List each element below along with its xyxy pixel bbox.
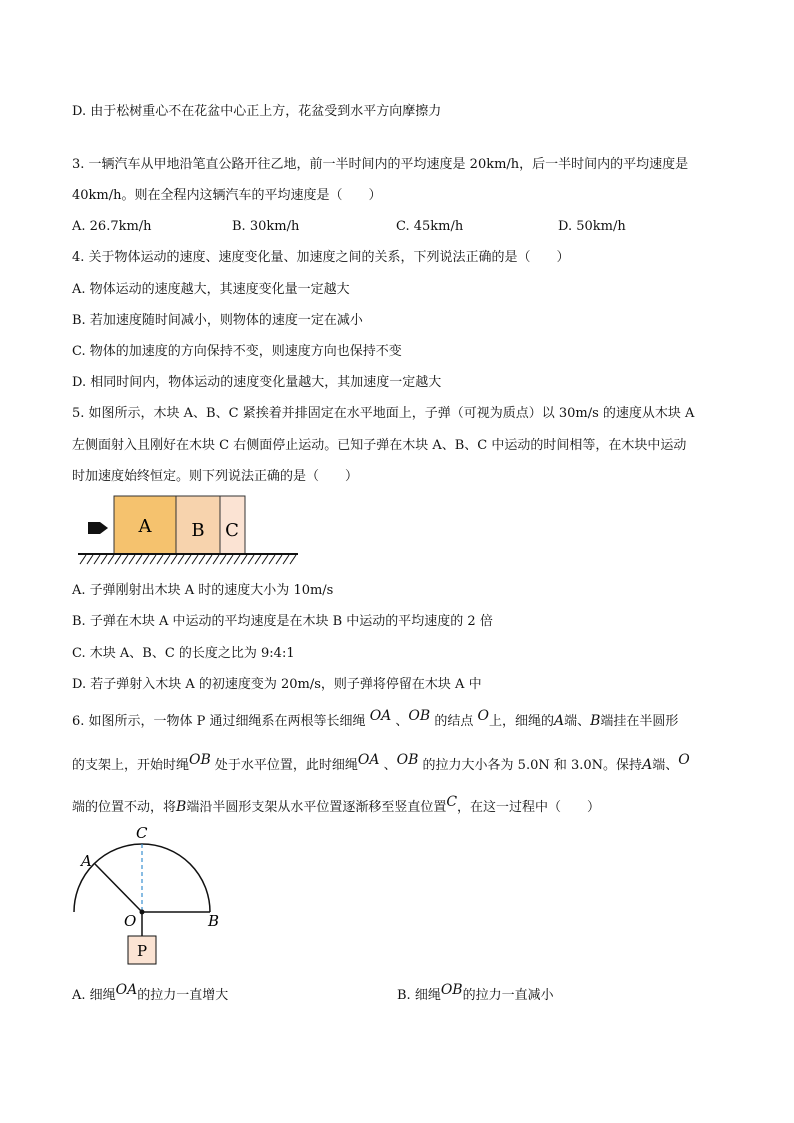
q6-option-a: A. 细绳OA的拉力一直增大 — [72, 982, 229, 1003]
hatch-mark — [248, 555, 254, 564]
hatch-mark — [178, 555, 184, 564]
hatch-mark — [87, 555, 93, 564]
hatch-mark — [269, 555, 275, 564]
hatch-mark — [227, 555, 233, 564]
q5-stem-line2: 左侧面射入且刚好在木块 C 右侧面停止运动。已知子弹在木块 A、B、C 中运动的时间相等，在木块中运动 — [72, 438, 687, 453]
q5-option-c: C. 木块 A、B、C 的长度之比为 9:4:1 — [72, 646, 295, 661]
hatch-mark — [220, 555, 226, 564]
q5-stem-line3: 时加速度始终恒定。则下列说法正确的是（ ） — [72, 469, 359, 484]
hatch-mark — [283, 555, 289, 564]
q4-option-b: B. 若加速度随时间减小，则物体的速度一定在减小 — [72, 313, 363, 328]
hatch-mark — [213, 555, 219, 564]
label-p: P — [136, 942, 148, 960]
hatch-mark — [101, 555, 107, 564]
q5-blocks-figure — [76, 492, 302, 574]
q6-stem-line2: 的支架上，开始时绳OB 处于水平位置，此时细绳OA 、OB 的拉力大小各为 5.0N 和 3.0N。保持A端、O — [72, 752, 690, 773]
q3-option-c: C. 45km/h — [396, 219, 464, 234]
hatch-mark — [185, 555, 191, 564]
hatch-mark — [94, 555, 100, 564]
q3-option-d: D. 50km/h — [558, 219, 626, 234]
q3-stem-line1: 3. 一辆汽车从甲地沿笔直公路开往乙地，前一半时间内的平均速度是 20km/h，后一半时间内的平均速度是 — [72, 157, 689, 172]
label-b: B — [208, 912, 220, 930]
q6-stem-line3: 端的位置不动，将B端沿半圆形支架从水平位置逐渐移至竖直位置C，在这一过程中（ ） — [72, 794, 601, 815]
hatch-mark — [199, 555, 205, 564]
block-c-label: C — [225, 520, 239, 541]
q5-option-a: A. 子弹刚射出木块 A 时的速度大小为 10m/s — [72, 583, 334, 598]
q2-option-d: D. 由于松树重心不在花盆中心正上方，花盆受到水平方向摩擦力 — [72, 104, 442, 119]
hatch-mark — [150, 555, 156, 564]
hatch-mark — [290, 555, 296, 564]
q4-option-c: C. 物体的加速度的方向保持不变，则速度方向也保持不变 — [72, 344, 402, 359]
q6-semicircle-figure — [62, 818, 232, 968]
hatch-mark — [122, 555, 128, 564]
q4-option-a: A. 物体运动的速度越大，其速度变化量一定越大 — [72, 282, 350, 297]
q3-stem-line2: 40km/h。则在全程内这辆汽车的平均速度是（ ） — [72, 188, 382, 203]
hatch-mark — [241, 555, 247, 564]
block-b-label: B — [191, 520, 205, 541]
q3-option-a: A. 26.7km/h — [72, 219, 152, 234]
bullet-icon — [88, 522, 108, 534]
rope-oa — [95, 864, 142, 912]
q6-option-b: B. 细绳OB的拉力一直减小 — [397, 982, 554, 1003]
label-o: O — [124, 912, 137, 930]
hatch-mark — [136, 555, 142, 564]
hatch-mark — [157, 555, 163, 564]
hatch-mark — [262, 555, 268, 564]
label-a: A — [81, 852, 92, 870]
hatch-mark — [255, 555, 261, 564]
block-a-label: A — [138, 516, 152, 537]
hatch-mark — [206, 555, 212, 564]
q4-stem: 4. 关于物体运动的速度、速度变化量、加速度之间的关系，下列说法正确的是（ ） — [72, 250, 570, 265]
hatch-mark — [115, 555, 121, 564]
q6-stem-line1: 6. 如图所示，一物体 P 通过细绳系在两根等长细绳 OA 、OB 的结点 O上，细绳的A端、B端挂在半圆形 — [72, 708, 679, 729]
hatch-mark — [192, 555, 198, 564]
hatch-mark — [164, 555, 170, 564]
hatch-mark — [129, 555, 135, 564]
label-c: C — [136, 824, 148, 842]
q3-option-b: B. 30km/h — [232, 219, 300, 234]
hatch-mark — [171, 555, 177, 564]
hatch-mark — [143, 555, 149, 564]
q4-option-d: D. 相同时间内，物体运动的速度变化量越大，其加速度一定越大 — [72, 375, 442, 390]
hatch-mark — [80, 555, 86, 564]
q5-option-d: D. 若子弹射入木块 A 的初速度变为 20m/s，则子弹将停留在木块 A 中 — [72, 677, 482, 692]
hatch-mark — [234, 555, 240, 564]
q5-stem-line1: 5. 如图所示，木块 A、B、C 紧挨着并排固定在水平地面上，子弹（可视为质点）以 30m/s 的速度从木块 A — [72, 406, 695, 421]
q5-option-b: B. 子弹在木块 A 中运动的平均速度是在木块 B 中运动的平均速度的 2 倍 — [72, 614, 493, 629]
hatch-mark — [276, 555, 282, 564]
hatch-mark — [108, 555, 114, 564]
ground-hatching — [80, 555, 296, 564]
